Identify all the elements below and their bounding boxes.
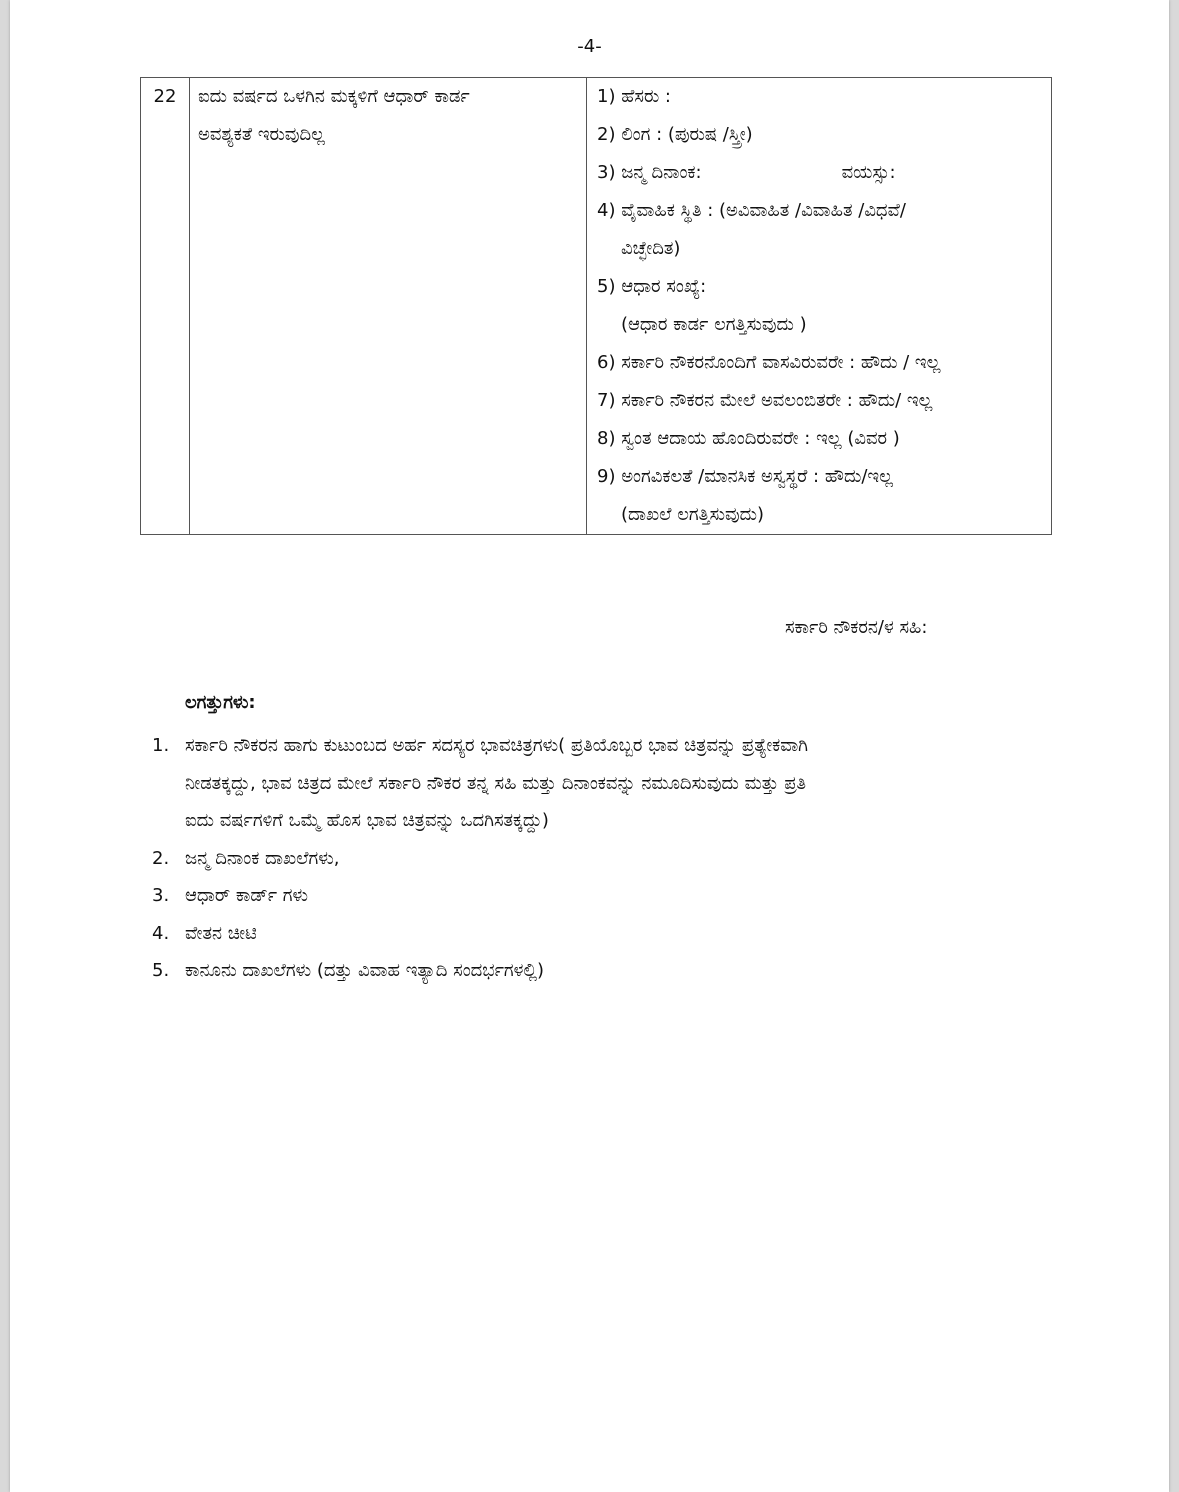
field-name: 1) ಹೆಸರು : bbox=[597, 86, 671, 107]
list-item-line: ನೀಡತಕ್ಕದ್ದು, ಭಾವ ಚಿತ್ರದ ಮೇಲೆ ಸರ್ಕಾರಿ ನೌಕರ ತನ್ನ ಸಹಿ ಮತ್ತು ದಿನಾಂಕವನ್ನು ನಮೂದಿಸುವುದು ಮತ್ತು ಪ್ರತಿ bbox=[185, 772, 807, 794]
description-line: ಐದು ವರ್ಷದ ಒಳಗಿನ ಮಕ್ಕಳಿಗೆ ಆಧಾರ್ ಕಾರ್ಡ bbox=[198, 86, 470, 107]
list-item-line: ಸರ್ಕಾರಿ ನೌಕರನ ಹಾಗು ಕುಟುಂಬದ ಅರ್ಹ ಸದಸ್ಯರ ಭಾವಚಿತ್ರಗಳು( ಪ್ರತಿಯೊಬ್ಬರ ಭಾವ ಚಿತ್ರವನ್ನು ಪ್ರತ್ಯೇಕವಾಗಿ bbox=[185, 735, 809, 756]
attachments-heading: ಲಗತ್ತುಗಳು: bbox=[185, 692, 256, 713]
description-line: ಅವಶ್ಯಕತೆ ಇರುವುದಿಲ್ಲ bbox=[198, 124, 325, 145]
list-item-line: ಆಧಾರ್ ಕಾರ್ಡ್ ಗಳು bbox=[185, 885, 308, 906]
attachments-list bbox=[152, 727, 1032, 990]
list-item bbox=[152, 727, 1032, 840]
field-dob-age bbox=[597, 154, 1043, 192]
row-description bbox=[190, 78, 587, 535]
list-index: 2. bbox=[152, 847, 170, 869]
list-index: 4. bbox=[152, 922, 170, 944]
field-aadhaar-number: 5) ಆಧಾರ ಸಂಖ್ಯೆ: bbox=[597, 276, 707, 297]
row-number: 22 bbox=[141, 78, 190, 535]
field-age: ವಯಸ್ಸು: bbox=[841, 162, 896, 183]
field-own-income: 8) ಸ್ವಂತ ಆದಾಯ ಹೊಂದಿರುವರೇ : ಇಲ್ಲ (ವಿವರ ) bbox=[597, 428, 900, 449]
field-disability: 9) ಅಂಗವಿಕಲತೆ /ಮಾನಸಿಕ ಅಸ್ವಸ್ಥರೆ : ಹೌದು/ಇಲ್ಲ bbox=[597, 466, 893, 487]
page-number: -4- bbox=[577, 36, 602, 57]
field-aadhaar-note: (ಆಧಾರ ಕಾರ್ಡ ಲಗತ್ತಿಸುವುದು ) bbox=[621, 314, 807, 335]
row-fields bbox=[587, 78, 1052, 535]
field-marital-status-cont: ವಿಚ್ಛೇದಿತ) bbox=[621, 238, 681, 259]
signature-label: ಸರ್ಕಾರಿ ನೌಕರನ/ಳ ಸಹಿ: bbox=[785, 617, 928, 638]
list-item bbox=[152, 915, 1032, 953]
list-item-line: ಕಾನೂನು ದಾಖಲೆಗಳು (ದತ್ತು ವಿವಾಹ ಇತ್ಯಾದಿ ಸಂದರ್ಭಗಳಲ್ಲಿ) bbox=[185, 960, 545, 981]
list-item-line: ಜನ್ಮ ದಿನಾಂಕ ದಾಖಲೆಗಳು, bbox=[185, 847, 340, 869]
field-disability-note: (ದಾಖಲೆ ಲಗತ್ತಿಸುವುದು) bbox=[621, 504, 765, 525]
table-row bbox=[141, 78, 1052, 535]
field-dependent: 7) ಸರ್ಕಾರಿ ನೌಕರನ ಮೇಲೆ ಅವಲಂಬಿತರೇ : ಹೌದು/ ಇಲ್ಲ bbox=[597, 390, 933, 411]
list-item-line: ವೇತನ ಚೀಟಿ bbox=[185, 922, 257, 944]
details-table bbox=[140, 77, 1052, 535]
field-dob: 3) ಜನ್ಮ ದಿನಾಂಕ: bbox=[597, 162, 702, 183]
field-living-with: 6) ಸರ್ಕಾರಿ ನೌಕರನೊಂದಿಗೆ ವಾಸವಿರುವರೇ : ಹೌದು / ಇಲ್ಲ bbox=[597, 352, 941, 373]
list-index: 1. bbox=[152, 735, 170, 756]
list-item-line: ಐದು ವರ್ಷಗಳಿಗೆ ಒಮ್ಮೆ ಹೊಸ ಭಾವ ಚಿತ್ರವನ್ನು ಒದಗಿಸತಕ್ಕದ್ದು) bbox=[185, 810, 549, 831]
field-gender: 2) ಲಿಂಗ : (ಪುರುಷ /ಸ್ತ್ರೀ) bbox=[597, 124, 753, 145]
document-page bbox=[10, 0, 1169, 1492]
field-marital-status: 4) ವೈವಾಹಿಕ ಸ್ಥಿತಿ : (ಅವಿವಾಹಿತ /ವಿವಾಹಿತ /ವಿಧವೆ/ bbox=[597, 200, 906, 221]
list-item bbox=[152, 877, 1032, 915]
list-item bbox=[152, 840, 1032, 878]
list-index: 3. bbox=[152, 885, 170, 906]
list-item bbox=[152, 952, 1032, 990]
list-index: 5. bbox=[152, 960, 170, 981]
